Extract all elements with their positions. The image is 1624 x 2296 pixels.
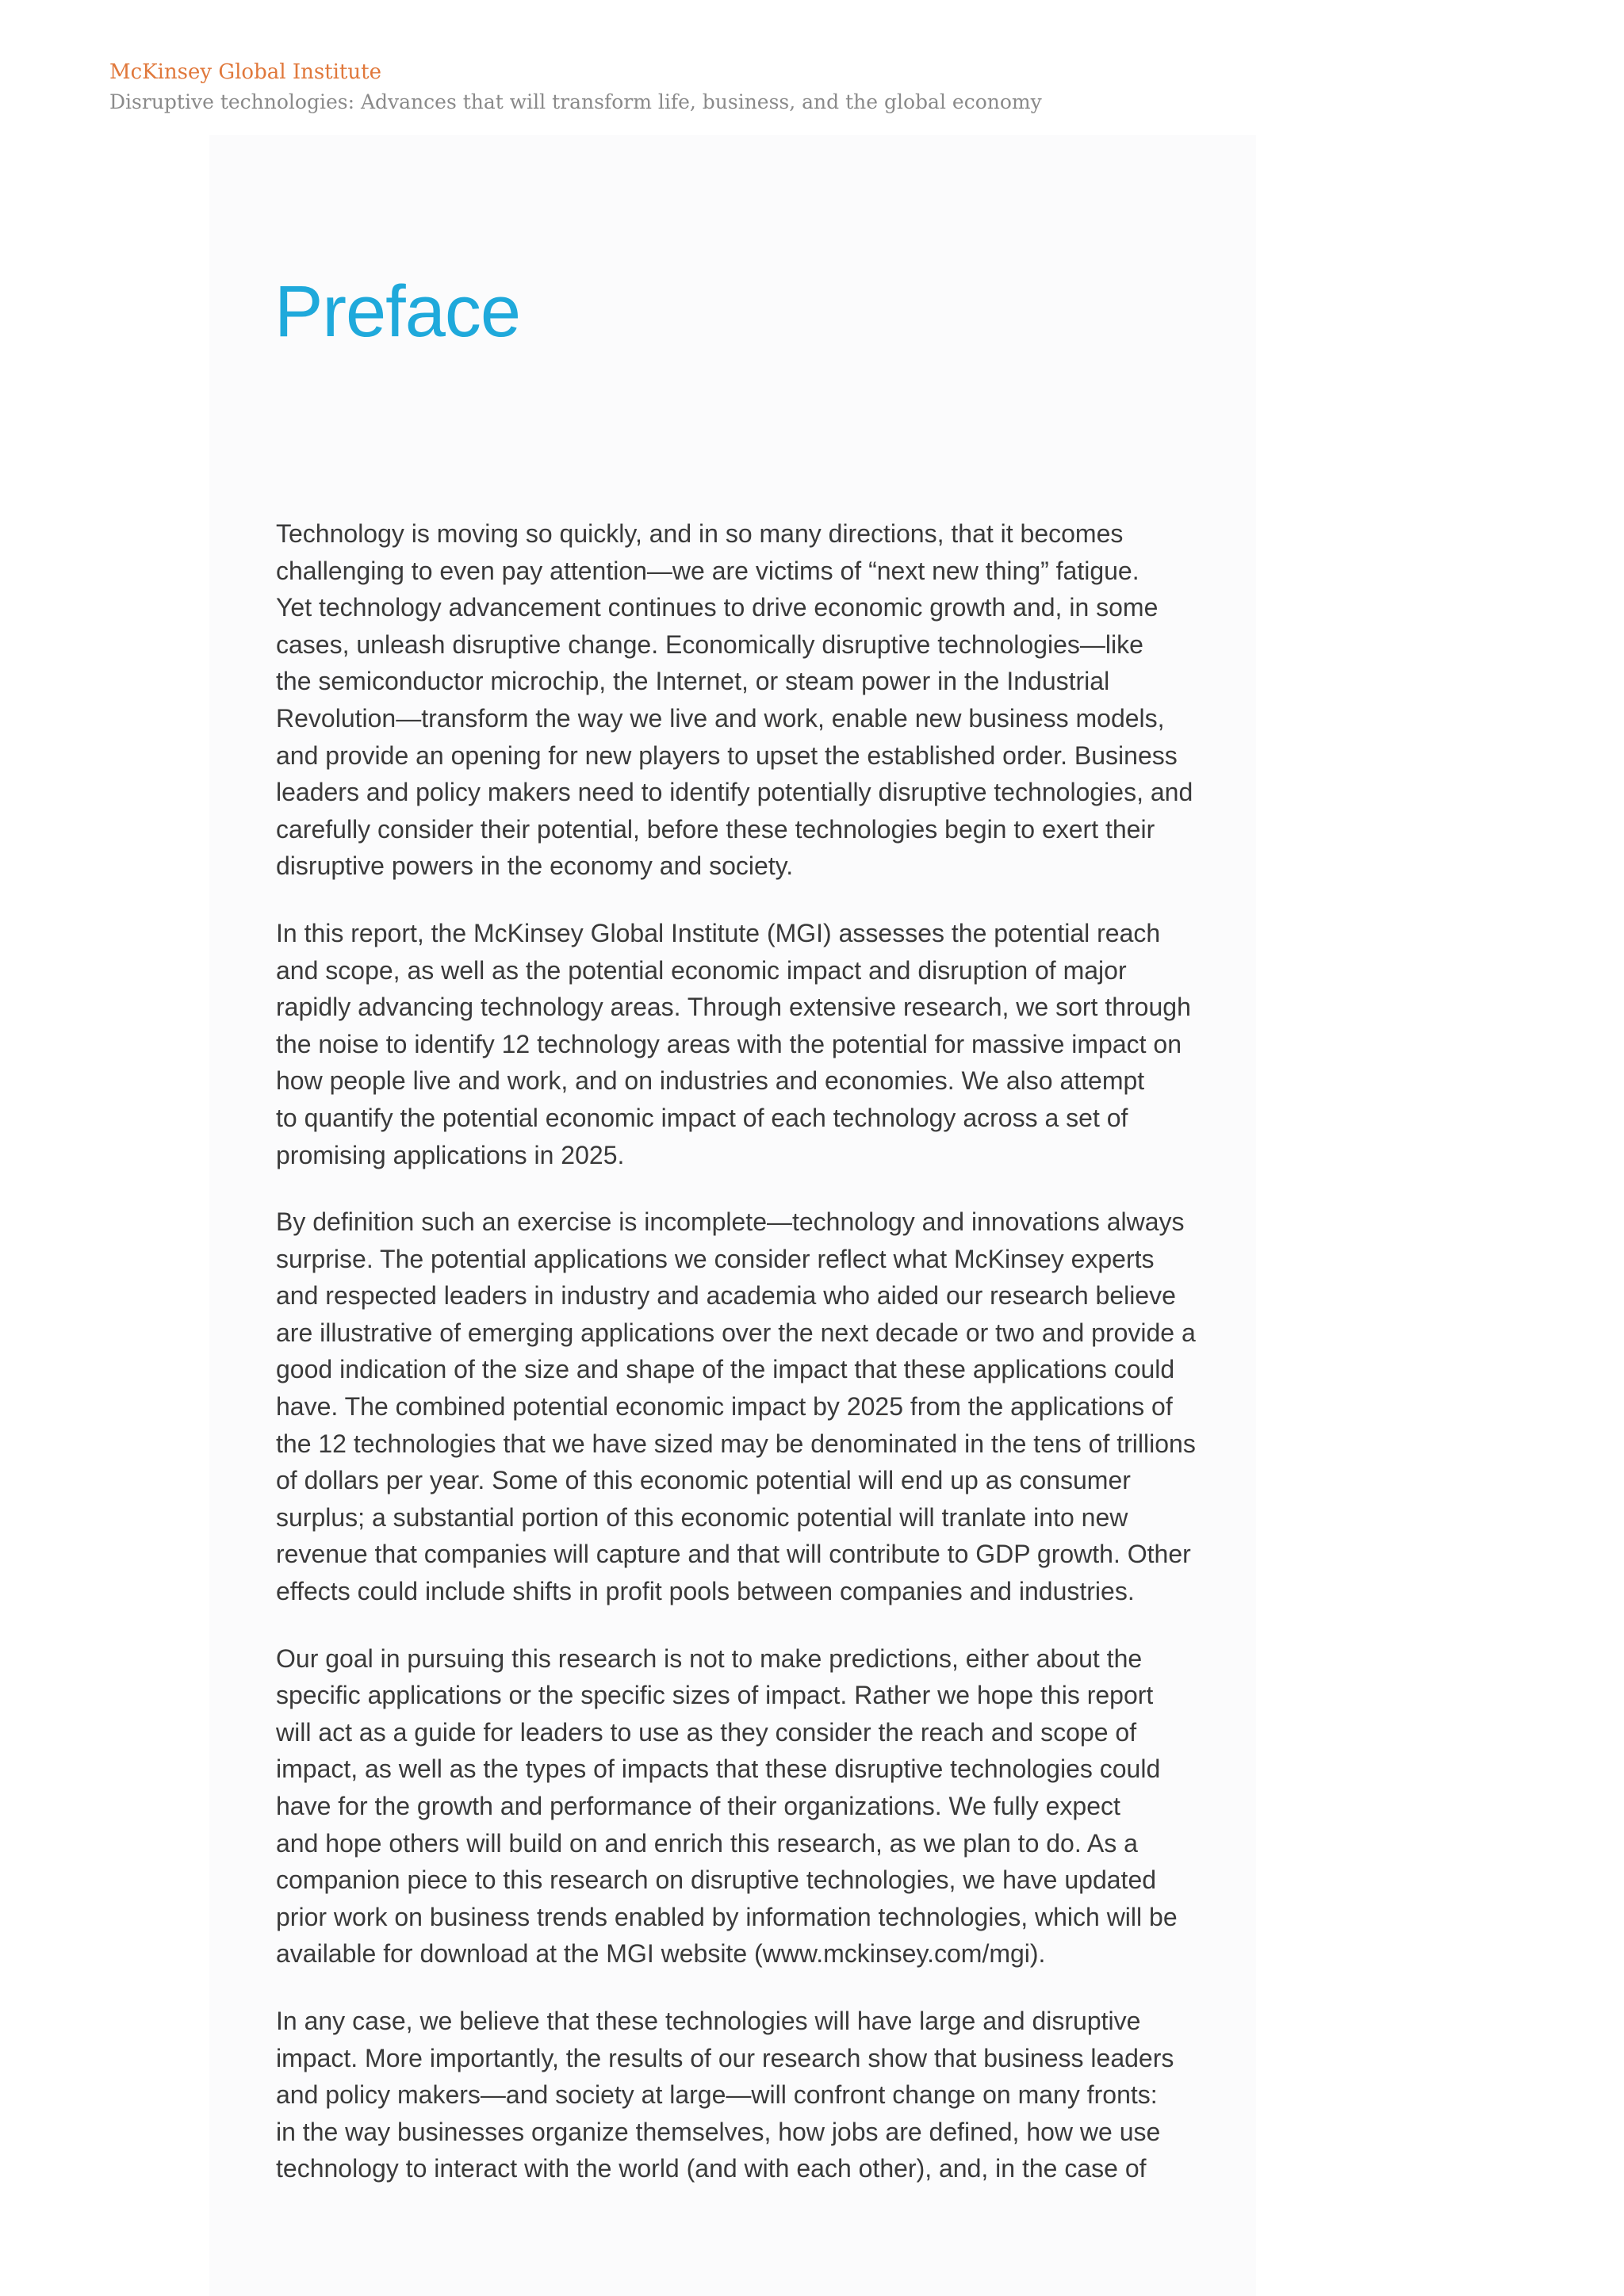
paragraph-line: In this report, the McKinsey Global Institute (MGI) assesses the potential reach — [276, 918, 1161, 947]
paragraph-line: In any case, we believe that these technologies will have large and disruptive — [276, 2006, 1141, 2035]
paragraph-line: the semiconductor microchip, the Internet, or steam power in the Industrial — [276, 667, 1110, 696]
paragraph-line: prior work on business trends enabled by information technologies, which will be — [276, 1902, 1178, 1931]
paragraph — [276, 1203, 1259, 1610]
publisher-name: McKinsey Global Institute — [109, 60, 381, 84]
paragraph-line: have. The combined potential economic impact by 2025 from the applications of — [276, 1392, 1173, 1422]
paragraph-line: revenue that companies will capture and that will contribute to GDP growth. Other — [276, 1540, 1191, 1569]
paragraph-line: technology to interact with the world (and with each other), and, in the case of — [276, 2154, 1147, 2183]
paragraph-line: effects could include shifts in profit pools between companies and industries. — [276, 1577, 1135, 1606]
paragraph-line: leaders and policy makers need to identify potentially disruptive technologies, and — [276, 778, 1193, 807]
paragraph-line: and respected leaders in industry and academia who aided our research believe — [276, 1281, 1176, 1311]
paragraph-line: By definition such an exercise is incomplete—technology and innovations always — [276, 1207, 1185, 1237]
paragraph-line: disruptive powers in the economy and society. — [276, 851, 794, 881]
paragraph-line: specific applications or the specific sizes of impact. Rather we hope this report — [276, 1681, 1154, 1710]
paragraph-line: Our goal in pursuing this research is not to make predictions, either about the — [276, 1644, 1143, 1673]
paragraph-line: Technology is moving so quickly, and in so many directions, that it becomes — [276, 519, 1124, 548]
paragraph-line: impact, as well as the types of impacts that these disruptive technologies could — [276, 1755, 1161, 1784]
paragraph — [276, 1640, 1259, 1973]
paragraph-line: companion piece to this research on disruptive technologies, we have updated — [276, 1866, 1157, 1895]
paragraph-line: the 12 technologies that we have sized may be denominated in the tens of trillions — [276, 1429, 1196, 1458]
paragraph-line: of dollars per year. Some of this economic potential will end up as consumer — [276, 1466, 1131, 1495]
paragraph-line: and scope, as well as the potential economic impact and disruption of major — [276, 955, 1127, 985]
paragraph — [276, 915, 1259, 1173]
running-header — [109, 57, 1299, 117]
paragraph — [276, 2003, 1259, 2187]
paragraph-line: carefully consider their potential, before these technologies begin to exert their — [276, 814, 1155, 844]
paragraph-line: good indication of the size and shape of the impact that these applications could — [276, 1355, 1175, 1384]
paragraph-line: how people live and work, and on industries and economies. We also attempt — [276, 1066, 1145, 1096]
paragraph-line: cases, unleash disruptive change. Economically disruptive technologies—like — [276, 629, 1143, 659]
report-title: Disruptive technologies: Advances that will transform life, business, and the global economy — [109, 90, 1042, 113]
paragraph — [276, 515, 1259, 885]
paragraph-line: Yet technology advancement continues to drive economic growth and, in some — [276, 593, 1159, 622]
page-title: Preface — [274, 270, 521, 352]
paragraph-line: to quantify the potential economic impact of each technology across a set of — [276, 1103, 1128, 1132]
paragraph-line: available for download at the MGI website (www.mckinsey.com/mgi). — [276, 1939, 1046, 1969]
paragraph-line: and policy makers—and society at large—will confront change on many fronts: — [276, 2080, 1158, 2110]
paragraph-line: the noise to identify 12 technology areas with the potential for massive impact on — [276, 1029, 1182, 1058]
paragraph-line: promising applications in 2025. — [276, 1140, 625, 1169]
paragraph-line: and hope others will build on and enrich this research, as we plan to do. As a — [276, 1828, 1138, 1858]
paragraph-line: rapidly advancing technology areas. Through extensive research, we sort through — [276, 993, 1191, 1022]
paragraph-line: Revolution—transform the way we live and work, enable new business models, — [276, 703, 1165, 733]
paragraph-line: challenging to even pay attention—we are victims of “next new thing” fatigue. — [276, 556, 1139, 585]
paragraph-line: and provide an opening for new players to upset the established order. Business — [276, 740, 1178, 770]
paragraph-line: will act as a guide for leaders to use as they consider the reach and scope of — [276, 1717, 1137, 1747]
paragraph-line: have for the growth and performance of their organizations. We fully expect — [276, 1792, 1120, 1820]
preface-body — [276, 515, 1259, 2218]
paragraph-line: in the way businesses organize themselves, how jobs are defined, how we use — [276, 2117, 1161, 2146]
paragraph-line: impact. More importantly, the results of our research show that business leaders — [276, 2043, 1174, 2072]
paragraph-line: are illustrative of emerging applications over the next decade or two and provide a — [276, 1318, 1196, 1347]
paragraph-line: surplus; a substantial portion of this economic potential will tranlate into new — [276, 1502, 1128, 1532]
paragraph-line: surprise. The potential applications we consider reflect what McKinsey experts — [276, 1244, 1155, 1273]
